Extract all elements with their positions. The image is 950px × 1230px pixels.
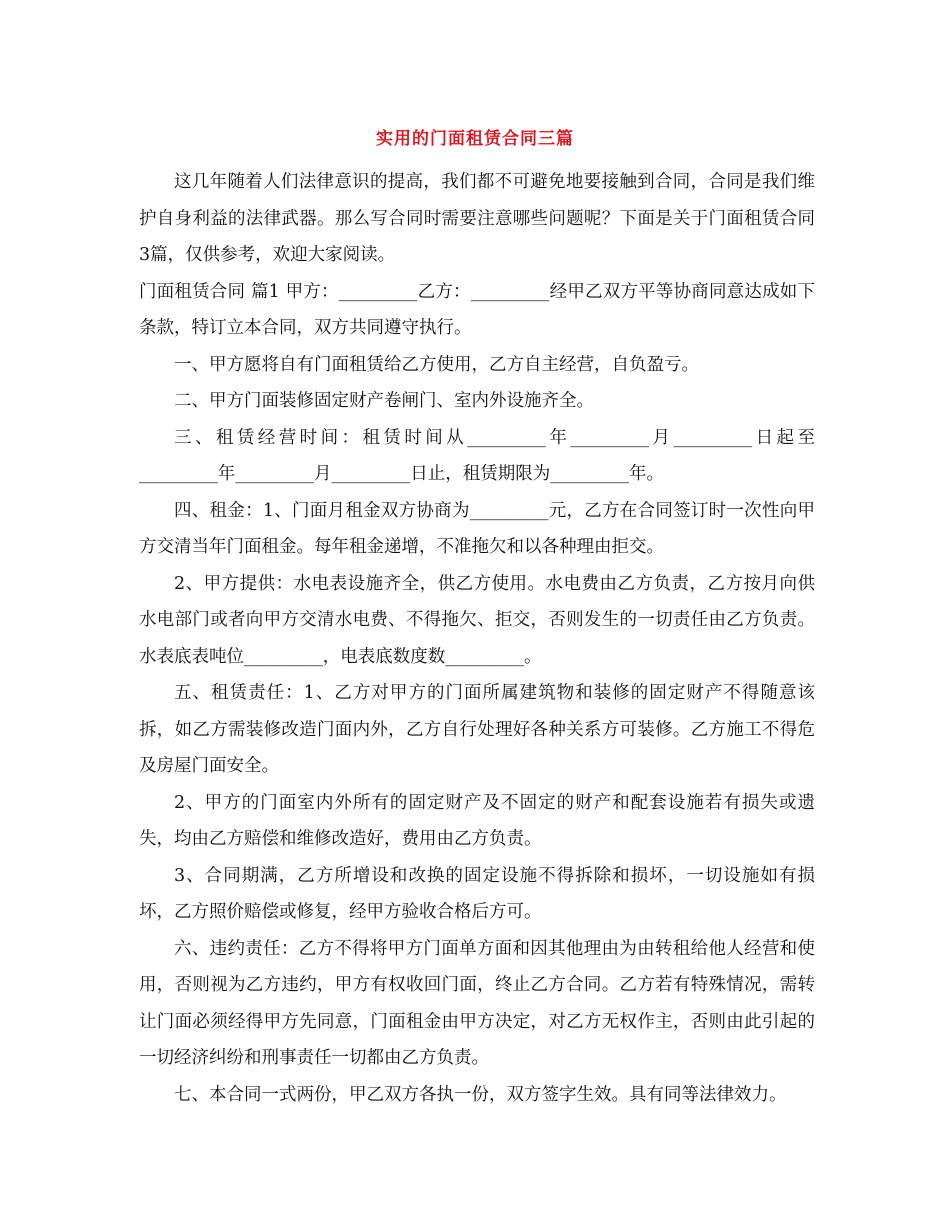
paragraph-clause-3: 三、租赁经营时间：租赁时间从_________年_________月_________日起至_________年_________月_________日止，租赁期限为_________年。 [139, 427, 815, 484]
paragraph-clause-5-loss: 2、甲方的门面室内外所有的固定财产及不固定的财产和配套设施若有损失或遗失，均由乙方赔偿和维修改造好，费用由乙方负责。 [139, 792, 815, 849]
paragraph-clause-1: 一、甲方愿将自有门面租赁给乙方使用，乙方自主经营，自负盈亏。 [174, 354, 699, 375]
paragraph-intro: 这几年随着人们法律意识的提高，我们都不可避免地要接触到合同，合同是我们维护自身利益的法律武器。那么写合同时需要注意哪些问题呢？下面是关于门面租赁合同3篇，仅供参考，欢迎大家阅读。 [139, 172, 815, 265]
paragraph-clause-5-responsibility: 五、租赁责任：1、乙方对甲方的门面所属建筑物和装修的固定财产不得随意该拆，如乙方需装修改造门面内外，乙方自行处理好各种关系方可装修。乙方施工不得危及房屋门面安全。 [139, 683, 815, 776]
paragraph-clause-4-utilities: 2、甲方提供：水电表设施齐全，供乙方使用。水电费由乙方负责，乙方按月向供水电部门或者向甲方交清水电费、不得拖欠、拒交，否则发生的一切责任由乙方负责。水表底表吨位_________，电表底数度数_________。 [139, 573, 815, 667]
paragraph-clause-4-rent: 四、租金：1、门面月租金双方协商为_________元，乙方在合同签订时一次性向甲方交清当年门面租金。每年租金递增，不准拖欠和以各种理由拒交。 [139, 500, 815, 557]
document-title: 实用的门面租赁合同三篇 [376, 129, 574, 149]
paragraph-clause-6-breach: 六、违约责任：乙方不得将甲方门面单方面和因其他理由为由转租给他人经营和使用，否则视为乙方违约，甲方有权收回门面，终止乙方合同。乙方若有特殊情况，需转让门面必须经得甲方先同意，门面租金由甲方决定，对乙方无权作主，否则由此引起的一切经济纠纷和刑事责任一切都由乙方负责。 [139, 938, 815, 1068]
paragraph-contract-heading: 门面租赁合同 篇1 甲方：_________乙方：_________经甲乙双方平等协商同意达成如下条款，特订立本合同，双方共同遵守执行。 [139, 281, 815, 338]
document-body [139, 164, 815, 1113]
paragraph-clause-2: 二、甲方门面装修固定财产卷闸门、室内外设施齐全。 [174, 391, 594, 411]
paragraph-clause-5-expiry: 3、合同期满，乙方所增设和改换的固定设施不得拆除和损坏，一切设施如有损坏，乙方照价赔偿或修复，经甲方验收合格后方可。 [139, 865, 815, 922]
paragraph-clause-7-copies: 七、本合同一式两份，甲乙双方各执一份，双方签字生效。具有同等法律效力。 [174, 1084, 787, 1105]
